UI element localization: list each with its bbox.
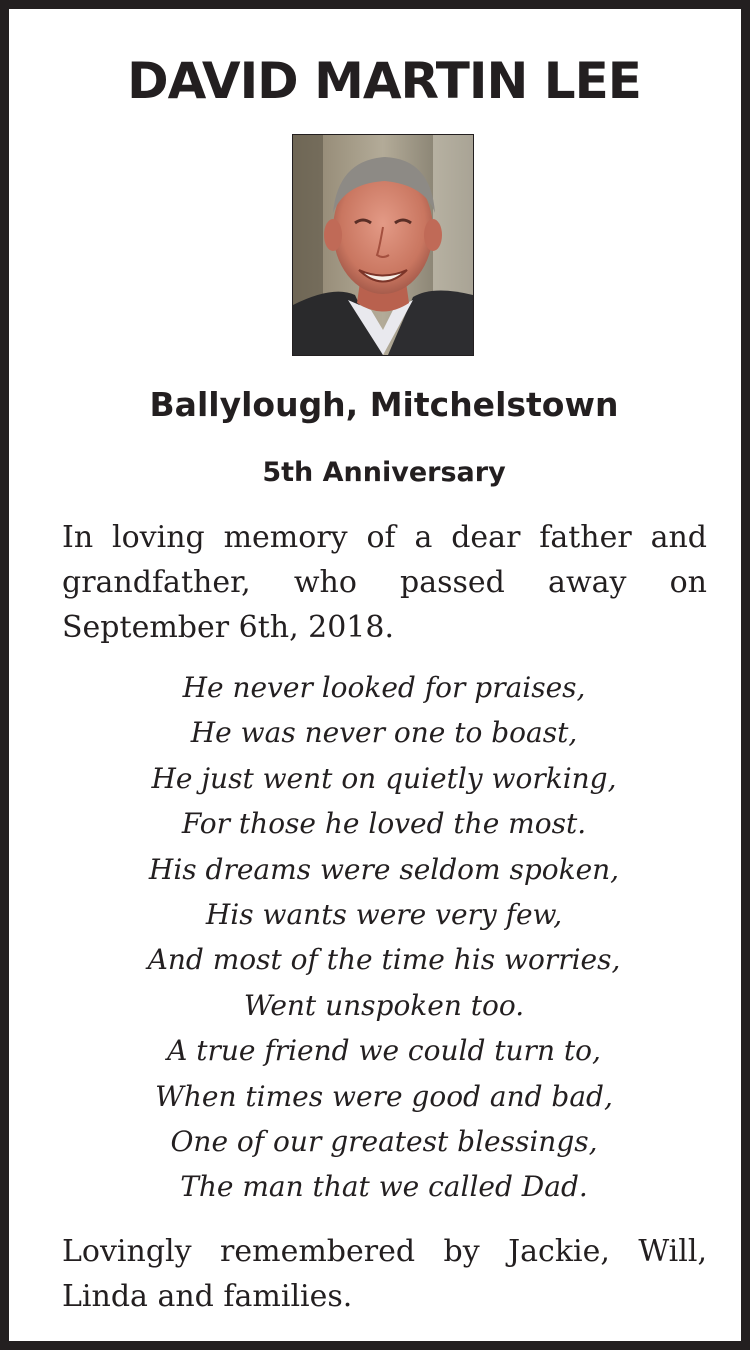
memorial-intro-text: In loving memory of a dear father and grandfather, who passed away on September 6th, 2018. bbox=[62, 520, 707, 645]
poem-line: He never looked for praises, bbox=[182, 671, 586, 704]
deceased-name: DAVID MARTIN LEE bbox=[127, 52, 641, 110]
anniversary-heading: 5th Anniversary bbox=[262, 457, 506, 488]
remembered-by-text: Lovingly remembered by Jackie, Will, Linda and families. bbox=[62, 1234, 707, 1314]
poem-line: His dreams were seldom spoken, bbox=[148, 852, 620, 886]
portrait-photo bbox=[292, 134, 474, 356]
location-heading: Ballylough, Mitchelstown bbox=[149, 385, 619, 424]
poem-line: For those he loved the most. bbox=[181, 807, 587, 841]
poem-line: A true friend we could turn to, bbox=[167, 1034, 601, 1068]
poem-line: And most of the time his worries, bbox=[147, 943, 621, 977]
poem-line: He was never one to boast, bbox=[190, 716, 578, 750]
poem-line: Went unspoken too. bbox=[243, 988, 525, 1022]
poem-line: When times were good and bad, bbox=[155, 1079, 613, 1113]
memorial-poem bbox=[49, 665, 719, 1210]
poem-line: His wants were very few, bbox=[205, 898, 563, 932]
poem-line: One of our greatest blessings, bbox=[170, 1125, 598, 1159]
poem-line: The man that we called Dad. bbox=[180, 1170, 588, 1204]
poem-line: He just went on quietly working, bbox=[151, 761, 617, 795]
portrait-illustration bbox=[293, 135, 473, 355]
